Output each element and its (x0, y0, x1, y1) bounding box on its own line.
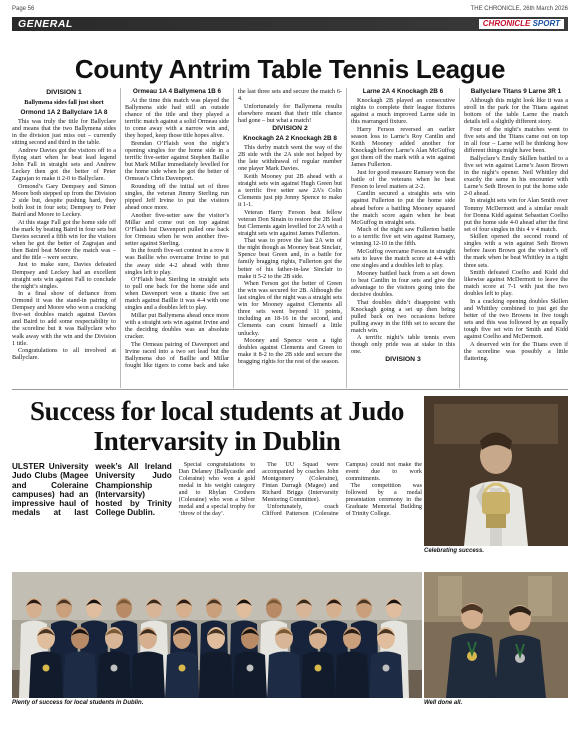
medal (179, 665, 186, 672)
paragraph: That doubles didn’t disappoint with Knockagh going a set up then being pulled back on two occasions before pulling away in the fifth set to secure the match win. (351, 298, 455, 334)
paragraph: Another five-setter saw the visitor’s Millar and come out on top against O’Flaish but Davenport pulled one back for Ormeau when he won another five-setter against Sterling. (125, 211, 229, 247)
judo-body (179, 462, 422, 518)
paragraph: Although this might look like it was a stroll in the park for the Titans against bottom of the table Larne the match details tell a slightly different story. (464, 97, 568, 126)
paragraph: Just for good measure Ramsey won the battle of the veterans when he beat Ferson to level matters at 2-2. (351, 168, 455, 190)
brand-sport: SPORT (532, 19, 560, 28)
story1-headline: County Antrim Table Tennis League (74, 54, 506, 84)
brand-chronicle: CHRONICLE (482, 19, 531, 28)
paragraph: Andrew Davies got the visitors off to a flying start when he beat lead legend John Fall in straight sets and Andrew Leckey then got the better of Peter Zagrajan to make it 2-0 to Ballyclare. (12, 146, 116, 183)
paragraph: That was to prove the last 2A win of the night though as Mooney beat Sinclair, Spence beat Green and, in a battle for family bragging rights, Fullerton got the better of his father-in-law Sinclair to make it 5-2 to the 2B side. (238, 237, 342, 280)
section-bar (12, 17, 568, 31)
division2-heading: DIVISION 2 (272, 124, 308, 132)
judo-article (12, 462, 422, 570)
medal (315, 665, 322, 672)
paragraph: A terrific night’s table tennis even though only pride was at stake in this one. (351, 334, 455, 356)
paragraph: This derby match went the way of the 2B side with the 2A side not helped by the late withdrawal of regular number one player Mark Davies. (238, 143, 342, 173)
person-body (369, 652, 403, 699)
paragraph: McGuffog overcame Ferson in straight sets to leave the match score at 4-4 with one singles and a doubles left to play. (351, 248, 455, 270)
chronicle-sport-logo (479, 19, 564, 29)
paragraph: Harry Ferson reversed an earlier season loss to Larne’s Roy Cantlin and Keith Mooney added another for Knockagh before Larne’s Alan McGuffog got them off the mark with a win against James Fullerton. (351, 125, 455, 169)
person-body (233, 652, 267, 699)
person-body (199, 652, 233, 699)
match4-heading: Larne 2A 4 Knockagh 2B 6 (362, 88, 444, 95)
paragraph: Knockagh 2B played an consecutive nights to complete their league fixtures against a much improved Larne side in this rearranged fixture. (351, 97, 455, 126)
paragraph: Smith defeated Coelho and Kidd did likewise against McDermott to leave the match score at 7-1 with just the two doubles left to play. (464, 269, 568, 298)
paragraph: Rounding off the initial set of three singles, the veteran Jimmy Sterling run pipped Jeff Irvine to put the visitors ahead once more. (125, 182, 229, 211)
division1-subheading: Ballymena sides fall just short (24, 99, 104, 107)
match5-body (464, 97, 568, 362)
medal (383, 665, 390, 672)
person-body (131, 652, 165, 699)
paragraph: The UU Squad were accompanied by coaches John Montgomery (Coleraine), Fintan Darragh (Magee) and Richard Briggs (Intervarsity Mentoring Committee). (262, 462, 339, 503)
match1-heading: Ormond 1A 2 Ballyclare 1A 8 (20, 109, 108, 117)
paragraph: Unfortunately, coach Clifford Patterson (Coleraine Campus) could not make the event due to work commitments. (262, 462, 422, 518)
paragraph: Veteran Harry Ferson beat fellow veteran Don Sinain to restore the 2B lead but Clements again levelled for 2A with a straight sets win against James Fullerton. (238, 208, 342, 237)
paragraph: Millar put Ballymena ahead once more with a straight sets win against Irvine and the deciding doubles was an absolute cracker. (125, 312, 229, 341)
group-photo (12, 572, 422, 698)
table-tennis-article (12, 88, 568, 388)
person-body (301, 652, 335, 699)
paragraph: This was truly the title for Ballyclare and means that the two Ballymena sides in the division just miss out – currently sitting second and third in the table. (12, 118, 116, 147)
paragraph: Unfortunately for Ballymena results elsewhere meant that their title chance had gone – but what a match! (238, 102, 342, 124)
paragraph: Mooney and Spence won a tight doubles against Clements and Green to make it 8-2 to the 2B side and secure the bragging rights for the rest of the season. (238, 337, 342, 366)
paragraph: In a final show of defiance from Ormond it was the stand-in pairing of Dempsey and Moore who won a cracking five-set doubles match against Davies and Baird to add some respectability to the scoreline but it was Ballyclare who walk away with the win and the Division 1 title. (12, 290, 116, 347)
paragraph: Ormond’s Gary Dempsey and Simon Moore both stepped up from the Division 2 side but, despite pushing hard, they both lost in four sets; Dempsey to Peter Baird and Moore to Leckey. (12, 182, 116, 218)
page-number: Page 56 (12, 6, 35, 12)
paragraph: Congratulations to all involved at Ballyclare. (12, 347, 116, 362)
caption-celebrating: Celebrating success. (424, 548, 485, 554)
match3-heading: Knockagh 2A 2 Knockagh 2B 8 (243, 134, 337, 142)
medal (247, 665, 254, 672)
paragraph: The competition was followed by a medal presentation ceremony in the Graduate Memorial Building of Trinity College. (345, 483, 422, 518)
paragraph: The Ormeau pairing of Davenport and Irvine raced into a two set lead but the Ballymena duo of Baillie and Millar fought like tigers to come back and take the last three sets and secure the match 6-4. (125, 88, 342, 369)
paragraph: Mooney battled back from a set down to beat Cantlin in four sets and give the advantage to the visitors going into the decisive doubles. (351, 269, 455, 298)
match2-heading: Ormeau 1A 4 Ballymena 1B 6 (132, 88, 222, 95)
paragraph: When Ferson got the better of Green the win was secured for 2B. Although the last singles of the night was a straight sets win for Mooney against Clements all three sets went beyond 11 points, including an 18-16 in the second, and Clements can count himself a little unlucky. (238, 280, 342, 337)
story2-headline: Success for local students at Judo Intervarsity in Dublin (29, 396, 405, 456)
paragraph: Cantlin secured a straights sets win against Fullerton to put the home side ahead before a battling Mooney squared the match score again when he beat McGuffog in straight sets. (351, 190, 455, 226)
paragraph: In a cracking opening doubles Skillen and Whittley combined to just get the better of the two Browns in five tough sets and this was followed by an equally tough five set win for Smith and Kidd against Coelho and McDermott. (464, 297, 568, 341)
paragraph: Just to make sure, Davies defeated Dempsey and Leckey had an excellent straight sets win against Fall to conclude the night’s singles. (12, 261, 116, 290)
page-header-line (12, 6, 568, 16)
match1-body (12, 118, 116, 361)
judo-lead: ULSTER University Judo Clubs (Magee and Coleraine campuses) had an impressive haul of medals at last week’s All Ireland University Judo Championship (Intervarsity) hosted by Trinity College Dublin. (12, 462, 172, 518)
paragraph: Four of the night’s matches went to five sets and the Titans came out on top in all four – Larne will be thinking how different things might have been. (464, 125, 568, 154)
person-body (267, 652, 301, 699)
division3-heading: DIVISION 3 (385, 356, 421, 364)
trophy-photo (424, 396, 568, 546)
paper-dateline: THE CHRONICLE, 26th March 2026 (470, 6, 568, 12)
medal-winners-photo (424, 572, 568, 698)
paragraph: Skillen opened the second round of singles with a win against Seth Brown before Jason Brown got the visitor’s off the mark when he beat Whittley in a tight three sets. (464, 233, 568, 269)
person-body (335, 652, 369, 699)
person-body (165, 652, 199, 699)
paragraph: Keith Mooney put 2B ahead with a straight sets win against Hugh Green but a terrific five setter saw 2A’s Colin Clements just pip Jonny Spence to make it 1-1. (238, 172, 342, 208)
medal (111, 665, 118, 672)
caption-group: Plenty of success for local students in Dublin. (12, 700, 144, 706)
paragraph: In straight sets win for Alan Smith over Tommy McDermott and a similar result for Donna Kidd against Sebastian Coelho put the home side 4-0 ahead after the first set of four singles in this 4 v 4 match. (464, 197, 568, 233)
division1-heading: DIVISION 1 (46, 89, 82, 96)
caption-well-done: Well done all. (424, 700, 463, 706)
paragraph: A deserved win for the Titans even if the scoreline was possibly a little flattering. (464, 340, 568, 362)
paragraph: Ballyclare’s Emily Skillen battled to a five set win against Larne’s Jason Brown in the night’s opener. Neil Whittley did exactly the same in his encounter with Larne’s Seth Brown to put the home side 2-0 ahead. (464, 154, 568, 197)
match5-heading: Ballyclare Titans 9 Larne 3R 1 (470, 88, 562, 95)
paragraph: Much of the night saw Fullerton battle to a terrific five set win against Ramsey, winning 12-10 in the fifth. (351, 226, 455, 248)
paragraph: In the fourth five-set contest in a row it was Baillie who overcame Irvine to put the away side 4-2 ahead with three singles left to play. (125, 247, 229, 276)
person-body (63, 652, 97, 699)
medal (43, 665, 50, 672)
paragraph: O’Flaish beat Sterling in straight sets to pull one back for the home side and when Davenport won a titanic five set match against Baillie it was 4-4 with one singles and a doubles left to play. (125, 276, 229, 312)
paragraph: At this stage Fall got the home side off the mark by beating Baird in four sets but Davies secured a fifth win for the visitors when he got the better of Zagrajan and then Baird beat Moore the match was – and the title – were secure. (12, 218, 116, 261)
person-body (97, 652, 131, 699)
match3-body (238, 144, 342, 365)
paragraph: Brendan O’Flaish won the night’s opening singles for the home side in a terrific five-setter against Stephen Baillie but Mark Millar immediately levelled for the home side when he got the better of Ormeau’s Chris Davenport. (125, 139, 229, 183)
section-divider (12, 389, 568, 390)
person-body (29, 652, 63, 699)
match4-body (351, 97, 455, 355)
paragraph: At the time this match was played the Ballymena side had still an outside chance of the title and they played a terrific match against a solid Ormeau side to come away with a narrow win and, they hoped, keep those title hopes alive. (125, 97, 229, 140)
section-label: GENERAL (18, 18, 73, 30)
paragraph: Special congratulations to Dan Delaney (Ballycastle and Coleraine) who won a gold medal in his weight category and to Rhylan Crothers (Coleraine) who won a Silver medal and a special trophy for ‘throw of the day’. (178, 462, 256, 517)
